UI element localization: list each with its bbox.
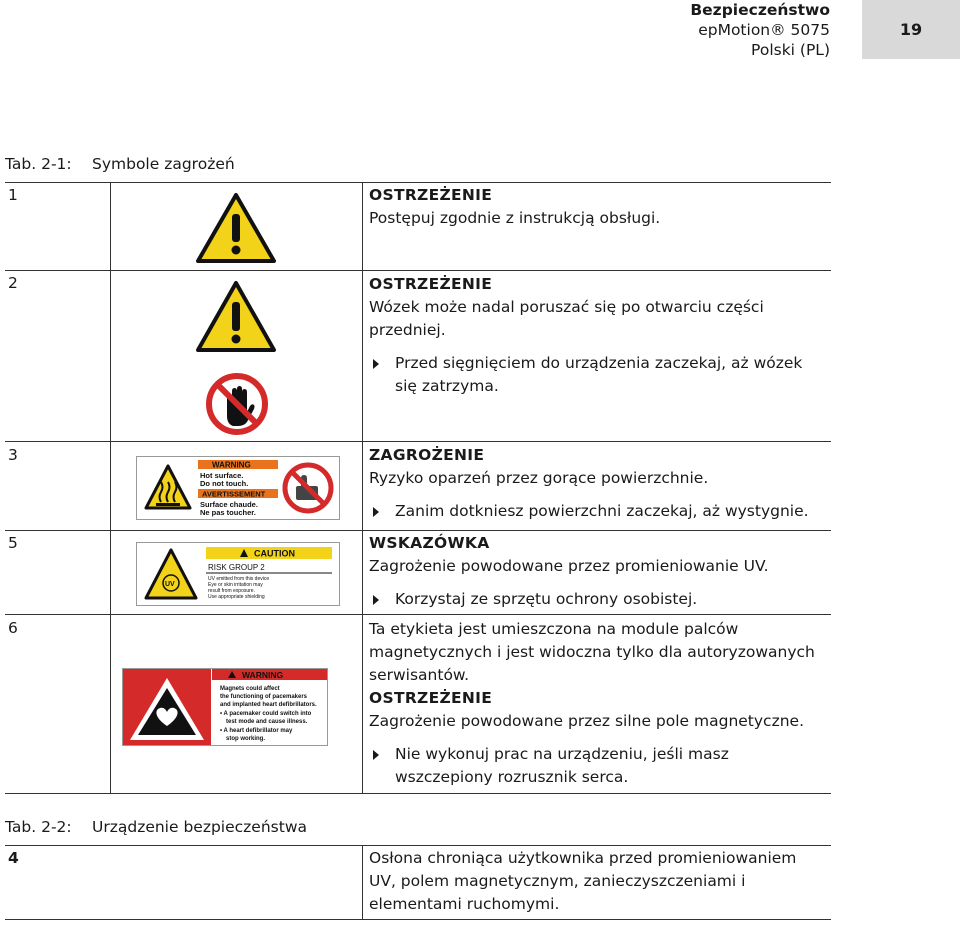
row-number: 4: [8, 849, 19, 867]
table-row-divider: [5, 270, 831, 271]
table-column-divider: [362, 182, 363, 793]
label-caution-text: CAUTION: [254, 548, 295, 559]
row-text: [369, 532, 824, 611]
table-row-divider: [5, 441, 831, 442]
hazard-description: Zagrożenie powodowane przez silne pole magnetyczne.: [369, 712, 805, 730]
product-name: epMotion® 5075: [698, 21, 830, 39]
label-line: the functioning of pacemakers: [220, 694, 308, 700]
running-header: [690, 0, 830, 60]
label-line: • A pacemaker could switch into: [220, 711, 312, 717]
signal-word: ZAGROŻENIE: [369, 446, 485, 464]
table1-caption-label: Tab. 2-1:: [5, 155, 72, 173]
table2-bottom-rule: [5, 919, 831, 920]
table2-caption-label: Tab. 2-2:: [5, 818, 72, 836]
hazard-description: Postępuj zgodnie z instrukcją obsługi.: [369, 209, 661, 227]
no-hand-prohibition-icon: [205, 372, 269, 436]
row-text: [369, 273, 824, 398]
label-line: UV emitted from this device: [208, 576, 270, 582]
table1-bottom-rule: [5, 793, 831, 794]
instruction-bullet: Przed sięgnięciem do urządzenia zaczekaj, aż wózek się zatrzyma.: [369, 352, 824, 398]
table2-caption-title: Urządzenie bezpieczeństwa: [92, 818, 307, 836]
table1-caption-title: Symbole zagrożeń: [92, 155, 235, 173]
table-row-divider: [5, 530, 831, 531]
hazard-description: Wózek może nadal poruszać się po otwarciu części przedniej.: [369, 298, 764, 339]
label-line: stop working.: [226, 736, 265, 742]
hazard-description: Zagrożenie powodowane przez promieniowanie UV.: [369, 557, 769, 575]
label-warning-text: WARNING: [212, 460, 251, 470]
signal-word: OSTRZEŻENIE: [369, 275, 493, 293]
label-line: result from exposure.: [208, 588, 255, 594]
label-line: and implanted heart defibrillators.: [220, 702, 317, 708]
language-label: Polski (PL): [751, 41, 830, 59]
table1-top-rule: [5, 182, 831, 183]
table-column-divider: [110, 182, 111, 793]
table1-caption: [5, 155, 235, 173]
label-line: Use appropriate shielding: [208, 594, 265, 600]
placement-note: Ta etykieta jest umieszczona na module palców magnetycznych i jest widoczna tylko dla autoryzowanych serwisantów.: [369, 620, 815, 684]
magnetic-field-label-icon: [122, 668, 328, 746]
row-number: 2: [8, 274, 18, 292]
page-number: 19: [862, 0, 960, 59]
row-text: [369, 444, 824, 523]
row-number: 1: [8, 186, 18, 204]
hazard-description: Ryzyko oparzeń przez gorące powierzchnie.: [369, 469, 709, 487]
safety-device-description: Osłona chroniąca użytkownika przed promieniowaniem UV, polem magnetycznym, zanieczyszczeniami i elementami ruchomymi.: [369, 849, 797, 913]
row-text: [369, 184, 824, 230]
table2-caption: [5, 818, 307, 836]
row-number: 3: [8, 446, 18, 464]
section-title: Bezpieczeństwo: [690, 1, 830, 19]
label-line: Ne pas toucher.: [200, 508, 256, 517]
label-line: Surface chaude.: [200, 500, 258, 509]
instruction-bullet: Nie wykonuj prac na urządzeniu, jeśli masz wszczepiony rozrusznik serca.: [369, 743, 824, 789]
label-line: Eye or skin irritation may: [208, 582, 263, 588]
table2-top-rule: [5, 845, 831, 846]
label-line: test mode and cause illness.: [226, 719, 308, 725]
table-column-divider: [362, 845, 363, 919]
instruction-bullet: Zanim dotkniesz powierzchni zaczekaj, aż wystygnie.: [369, 500, 824, 523]
label-line: • A heart defibrillator may: [220, 728, 293, 734]
label-line: Magnets could affect: [220, 686, 280, 692]
signal-word: OSTRZEŻENIE: [369, 186, 493, 204]
label-warning-text: WARNING: [242, 670, 284, 680]
label-warning-fr-text: AVERTISSEMENT: [202, 489, 266, 499]
uv-caution-label-icon: [136, 542, 340, 606]
label-uv-text: UV: [165, 581, 175, 588]
row-text: [369, 618, 824, 789]
table-row-divider: [5, 614, 831, 615]
warning-triangle-icon: [195, 280, 277, 354]
row-number: 5: [8, 534, 18, 552]
label-line: Hot surface.: [200, 471, 244, 480]
signal-word: OSTRZEŻENIE: [369, 689, 493, 707]
warning-triangle-icon: [195, 192, 277, 264]
label-line: Do not touch.: [200, 479, 249, 488]
instruction-bullet: Korzystaj ze sprzętu ochrony osobistej.: [369, 588, 824, 611]
row-number: 6: [8, 619, 18, 637]
label-risk-group: RISK GROUP 2: [208, 563, 265, 572]
hot-surface-label-icon: [136, 456, 340, 520]
signal-word: WSKAZÓWKA: [369, 534, 490, 552]
